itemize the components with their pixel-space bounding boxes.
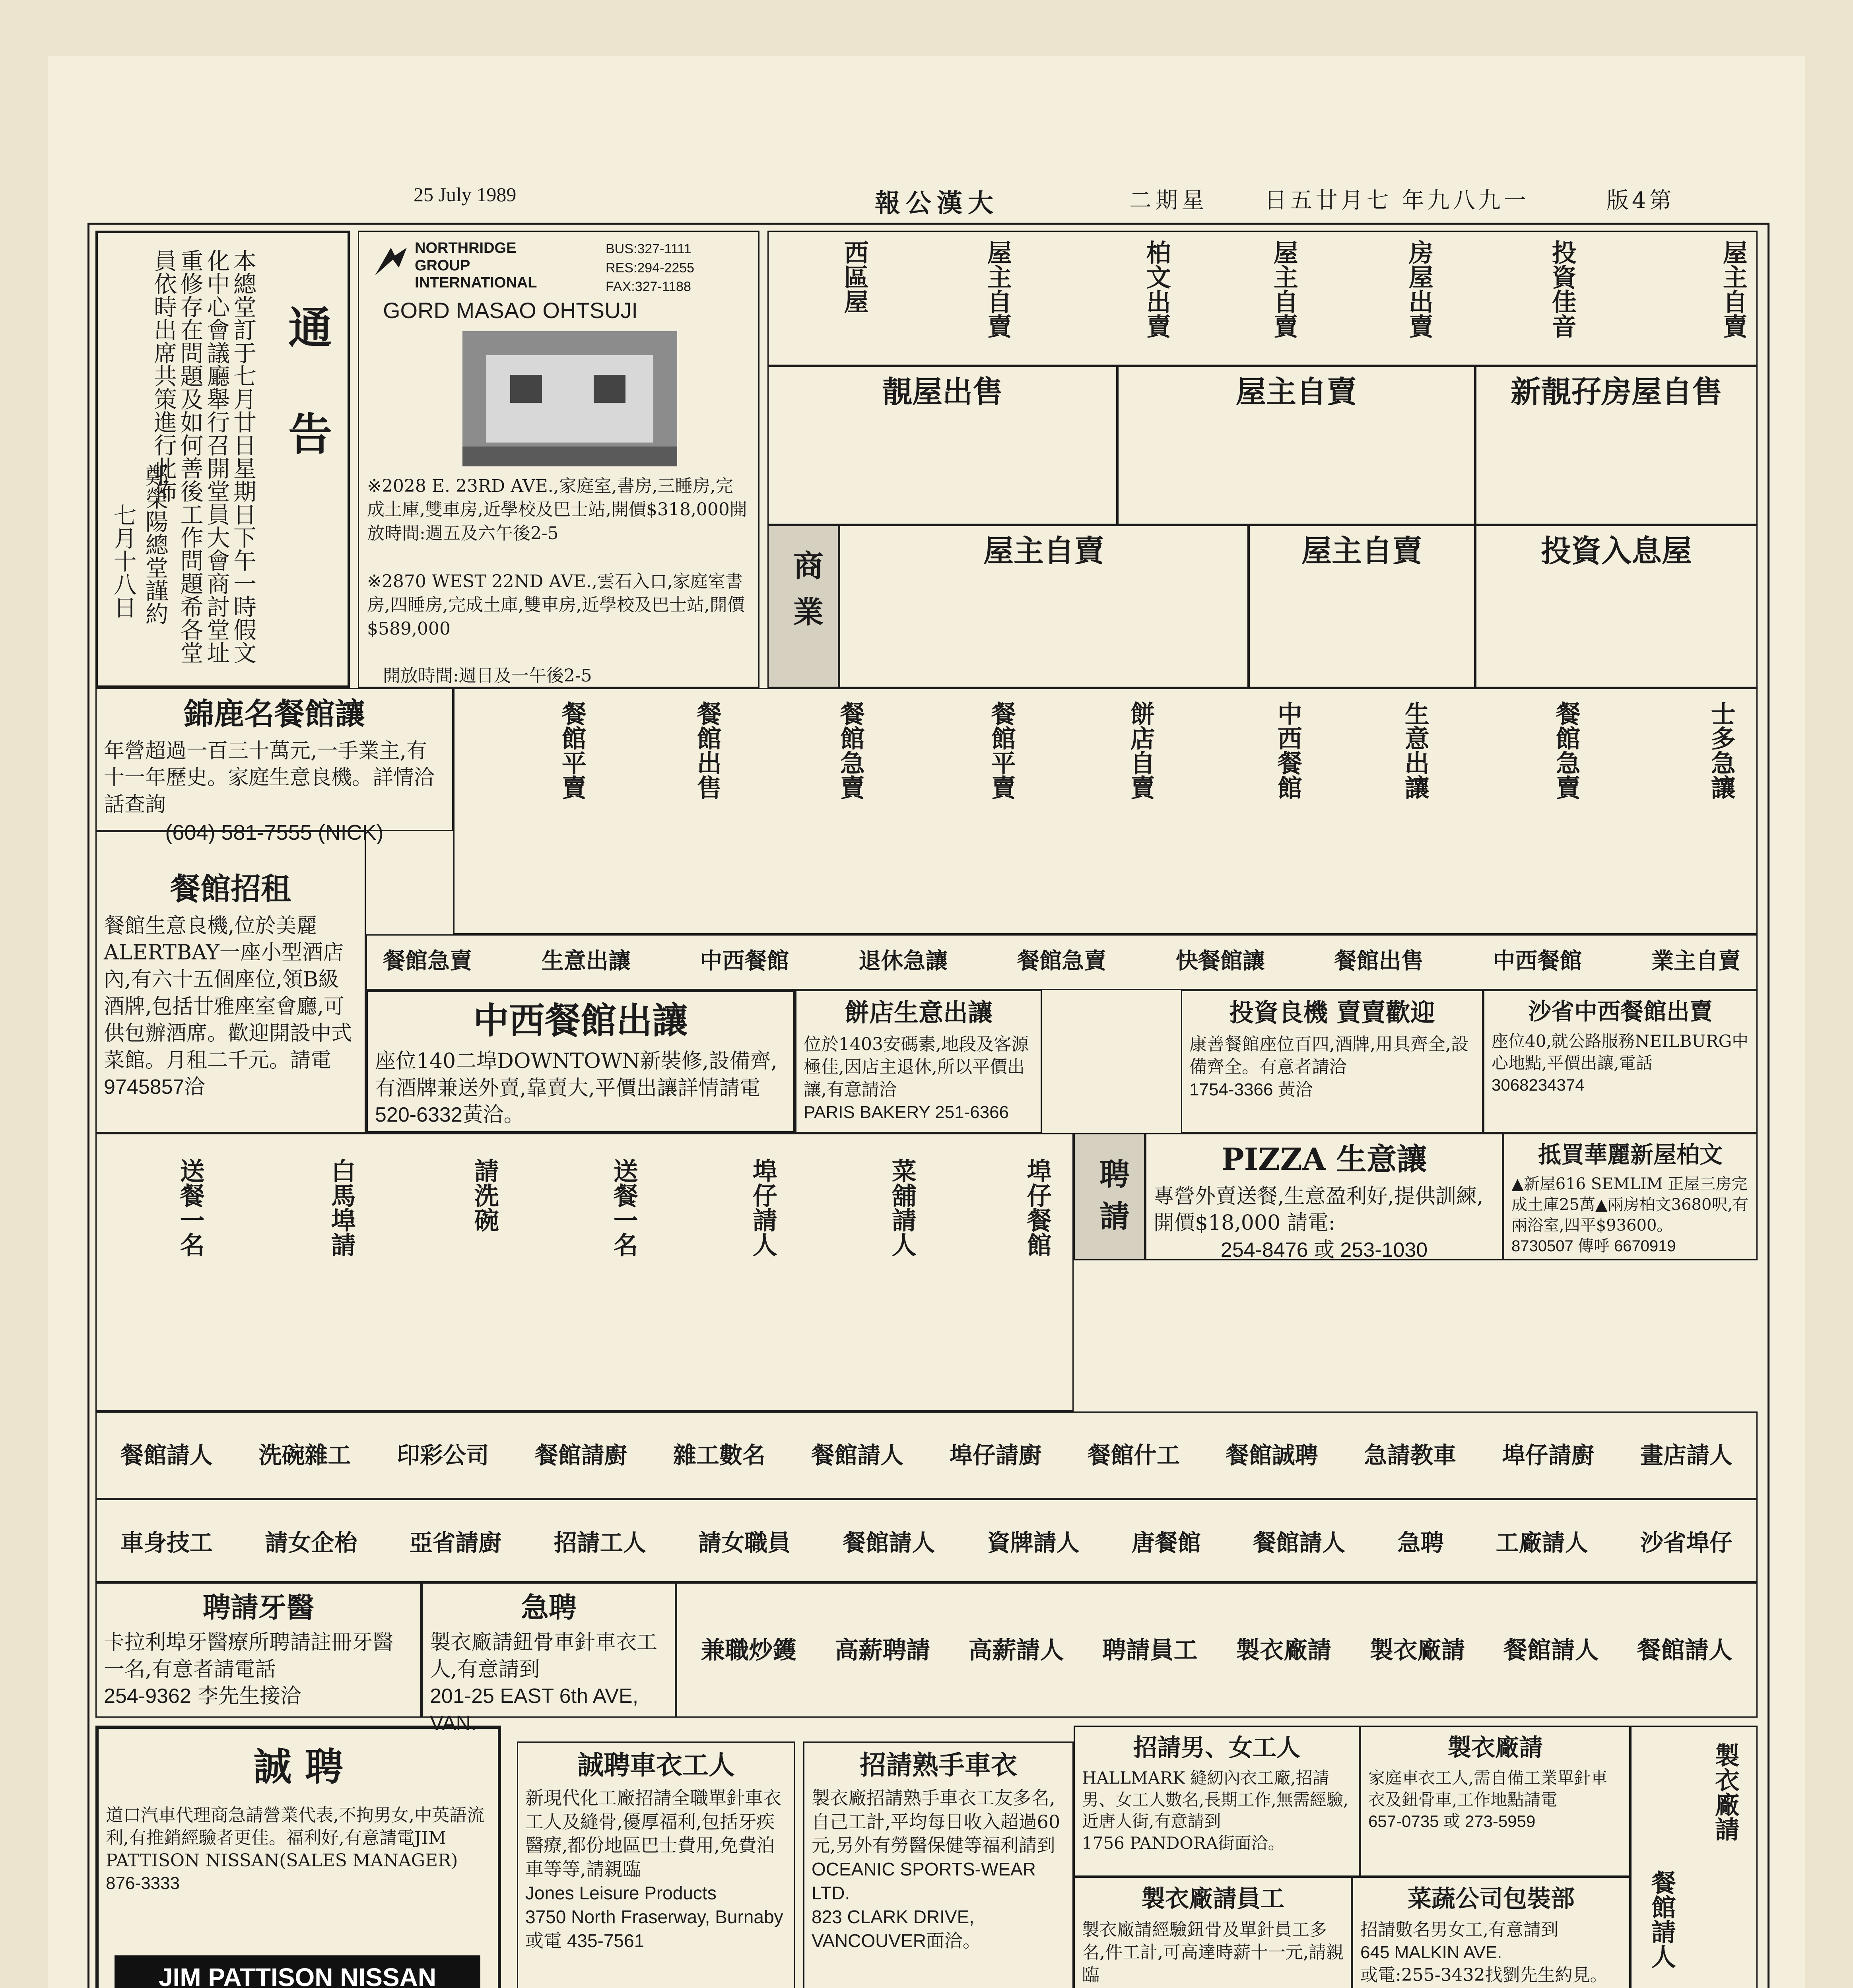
business-section-label xyxy=(767,525,839,688)
column-title: 唐餐館 xyxy=(1131,1529,1201,1556)
column-title: 屋主自賣 xyxy=(1269,240,1299,338)
column-title: 埠仔請廚 xyxy=(1502,1442,1595,1469)
house-for-sale-ad xyxy=(1503,1133,1758,1260)
realty-ad xyxy=(358,231,759,688)
owner-sale-ad-3 xyxy=(1249,525,1475,688)
ad-phone: (604) 581-7555 (NICK) xyxy=(165,820,384,845)
hiring-columns-3 xyxy=(95,1499,1758,1582)
column-title: 餐館請廚 xyxy=(535,1442,627,1469)
ad-address: 823 CLARK DRIVE, VANCOUVER面洽。 xyxy=(812,1906,981,1951)
column-title: 畫店請人 xyxy=(1640,1442,1733,1469)
column-title: 餐館急賣 xyxy=(1017,948,1106,974)
hiring-columns-2 xyxy=(95,1411,1758,1499)
column-title: 中西餐館 xyxy=(1273,701,1303,800)
column-title: 柏文出賣 xyxy=(1142,240,1171,338)
notice-title: 通 告 xyxy=(281,305,332,479)
column-title: 餐館急賣 xyxy=(836,701,865,800)
column-title: 高薪聘請 xyxy=(835,1637,930,1664)
ad-title: 誠 聘 xyxy=(253,1744,343,1789)
column-title: 亞省請廚 xyxy=(409,1529,502,1556)
column-title: 房屋出賣 xyxy=(1404,240,1434,338)
column-title: 餐館急賣 xyxy=(383,948,472,974)
ad-title: 中西餐館出讓 xyxy=(473,1000,688,1042)
realty-phone: RES:294-2255 xyxy=(606,260,695,276)
column-title: 請女企枱 xyxy=(265,1529,357,1556)
new-house-ad xyxy=(1475,366,1758,525)
header-date-en: 25 July 1989 xyxy=(414,183,517,206)
column-title: 送餐一名 xyxy=(609,1158,639,1257)
ad-company: OCEANIC SPORTS-WEAR LTD. xyxy=(812,1859,1036,1903)
column-title: 白馬埠請 xyxy=(327,1158,356,1257)
ad-title: 新靚孖房屋自售 xyxy=(1511,374,1722,410)
column-title: 西區屋 xyxy=(840,240,869,314)
restaurant-sale-ad xyxy=(95,688,453,845)
column-title: 餐館出售 xyxy=(1334,948,1424,974)
column-title: 急聘 xyxy=(1397,1529,1444,1556)
realty-phone: FAX:327-1188 xyxy=(606,279,691,295)
header-weekday: 二期星 xyxy=(1129,188,1208,214)
ad-phone: 或電 435-7561 xyxy=(525,1930,645,1951)
column-title: 餐館什工 xyxy=(1088,1442,1180,1469)
ad-body: 招請數名男女工,有意請到 xyxy=(1360,1920,1558,1940)
nissan-brand-bar: JIM PATTISON NISSAN xyxy=(115,1955,480,1988)
restaurant-rent-ad xyxy=(95,831,366,1133)
ad-title: 屋主自賣 xyxy=(983,533,1104,569)
column-title: 急請教車 xyxy=(1364,1442,1457,1469)
masthead: 報公漢大 xyxy=(875,188,999,218)
column-title: 餐館請人 xyxy=(120,1442,213,1469)
ad-phone: 254-9362 xyxy=(104,1685,191,1708)
ad-phone: 3068234374 xyxy=(1492,1075,1585,1094)
ad-suffix: 洽 xyxy=(184,1075,205,1099)
column-title: 生意出讓 xyxy=(541,948,631,974)
ad-address: 645 MALKIN AVE. xyxy=(1360,1943,1502,1963)
ad-title: 誠聘車衣工人 xyxy=(577,1749,735,1780)
investment-house-ad xyxy=(1475,525,1758,688)
column-title: 送餐一名 xyxy=(176,1158,205,1257)
realty-phone: BUS:327-1111 xyxy=(606,241,691,256)
column-title: 資牌請人 xyxy=(987,1529,1080,1556)
investment-ad xyxy=(1181,990,1483,1133)
column-title: 餐館請人 xyxy=(1647,1870,1676,1969)
ad-body: 卡拉利埠牙醫療所聘請註冊牙醫一名,有意者請電話 xyxy=(104,1631,394,1681)
shayong-restaurant-ad xyxy=(1483,990,1758,1133)
packing-ad xyxy=(1352,1877,1630,1988)
column-title: 製衣廠請 xyxy=(1711,1743,1740,1841)
column-title: 餅店自賣 xyxy=(1126,701,1156,800)
owner-sale-ad-2 xyxy=(839,525,1249,688)
ad-title: 抵買華麗新屋柏文 xyxy=(1538,1141,1723,1168)
column-title: 投資佳音 xyxy=(1548,240,1577,338)
owner-sale-ad xyxy=(1117,366,1475,525)
ad-title: 急聘 xyxy=(521,1591,577,1624)
ad-phone: 8730507 傳呼 6670919 xyxy=(1511,1237,1676,1255)
house-sale-ad xyxy=(767,366,1117,525)
ad-body: 新現代化工廠招請全職單針車衣工人及縫骨,優厚福利,包括牙疾醫療,都份地區巴士費用,免費泊車等等,請親臨 xyxy=(525,1787,781,1880)
restaurant-columns xyxy=(453,688,1758,934)
realty-agent: GORD MASAO OHTSUJI xyxy=(383,298,638,323)
column-title: 中西餐館 xyxy=(700,948,789,974)
column-title: 沙省埠仔 xyxy=(1640,1529,1733,1556)
column-title: 雜工數名 xyxy=(673,1442,765,1469)
ad-phone: 876-3333 xyxy=(106,1873,180,1893)
column-title: 餐館誠聘 xyxy=(1226,1442,1318,1469)
realty-listing-2: ※2870 WEST 22ND AVE.,雲石入口,家庭室書房,四睡房,完成土庫,雙車房,近學校及巴士站,開價$589,000 xyxy=(367,571,745,639)
column-title: 餐館出售 xyxy=(693,701,722,800)
section-label: 商業 xyxy=(788,550,824,642)
ad-phone: 或電:255-3432找劉先生約見。 xyxy=(1360,1965,1608,1986)
column-title: 餐館平賣 xyxy=(557,701,587,800)
ad-suffix: 黃洽。 xyxy=(462,1103,524,1127)
column-title: 請女職員 xyxy=(698,1529,791,1556)
section-label: 聘請 xyxy=(1094,1158,1130,1242)
notice-date: 七月十八日 xyxy=(109,503,137,619)
ad-body: 製衣廠招請熟手車衣工友多名,自己工計,平均每日收入超過60元,另外有勞醫保健等福利請到 xyxy=(812,1787,1061,1856)
hiring-section-label xyxy=(1074,1133,1145,1260)
ad-body: 座位140二埠DOWNTOWN新裝修,設備齊,有酒牌兼送外賣,靠賣大,平價出讓詳情請電 xyxy=(375,1049,777,1100)
column-title: 快餐館讓 xyxy=(1175,948,1265,974)
hiring-columns-4 xyxy=(676,1582,1758,1718)
column-title: 餐館請人 xyxy=(1637,1637,1733,1664)
column-title: 印彩公司 xyxy=(396,1442,489,1469)
ad-suffix: 李先生接洽 xyxy=(198,1684,301,1708)
column-title: 招請工人 xyxy=(554,1529,646,1556)
ad-title: 招請男、女工人 xyxy=(1133,1734,1300,1762)
realty-phones xyxy=(606,240,694,297)
garment-ad-2 xyxy=(1074,1877,1352,1988)
column-title: 士多急讓 xyxy=(1707,701,1736,800)
ad-body: 專營外賣送餐,生意盈利好,提供訓練,開價$18,000 請電: xyxy=(1154,1184,1484,1235)
ad-body: 家庭車衣工人,需自備工業單針車衣及鈕骨車,工作地點請電 xyxy=(1368,1768,1608,1809)
column-title: 餐館請人 xyxy=(1253,1529,1346,1556)
ad-title: 招請熟手車衣 xyxy=(860,1749,1017,1780)
header-page: 版4第 xyxy=(1606,188,1675,214)
bakery-ad xyxy=(795,990,1042,1133)
column-title: 餐館急賣 xyxy=(1552,701,1581,800)
cw-restaurant-ad xyxy=(366,990,795,1133)
ad-phone: 657-0735 或 273-5959 xyxy=(1368,1812,1536,1831)
column-title: 中西餐館 xyxy=(1493,948,1582,974)
pizza-ad xyxy=(1145,1133,1503,1260)
column-title: 洗碗雜工 xyxy=(258,1442,351,1469)
column-title: 業主自賣 xyxy=(1651,948,1740,974)
column-title: 請洗碗 xyxy=(470,1158,499,1232)
column-title: 製衣廠請 xyxy=(1369,1637,1465,1664)
nissan-ad xyxy=(95,1726,501,1988)
column-title: 餐館請人 xyxy=(811,1442,904,1469)
column-title: 餐館平賣 xyxy=(987,701,1016,800)
column-title: 埠仔請廚 xyxy=(949,1442,1042,1469)
ad-address: 201-25 EAST 6th AVE, VAN. xyxy=(430,1685,639,1735)
realty-listing-2-open: 開放時間:週日及一午後2-5 xyxy=(383,666,592,686)
ad-title: PIZZA 生意讓 xyxy=(1221,1142,1427,1177)
column-title: 車身技工 xyxy=(120,1529,213,1556)
garment-ad xyxy=(1360,1726,1630,1877)
ad-phone: 254-8476 或 253-1030 xyxy=(1220,1238,1428,1262)
ad-body: ▲新屋616 SEMLIM 正屋三房完成土庫25萬▲兩房柏文3680呎,有兩浴室,四平$93600。 xyxy=(1511,1175,1749,1235)
column-title: 埠仔餐館 xyxy=(1023,1158,1052,1257)
ad-body: 製衣廠請鈕骨車針車衣工人,有意請到 xyxy=(430,1631,658,1681)
column-title: 屋主自賣 xyxy=(983,240,1012,338)
column-title: 製衣廠請 xyxy=(1236,1637,1332,1664)
urgent-hire-ad xyxy=(421,1582,676,1735)
ad-title: 屋主自賣 xyxy=(1236,374,1357,410)
column-title: 高薪請人 xyxy=(968,1637,1064,1664)
ad-company: Jones Leisure Products xyxy=(525,1882,717,1903)
northridge-logo-icon xyxy=(371,244,411,280)
ad-body: 年營超過一百三十萬元,一手業主,有十一年歷史。家庭生意良機。詳情洽話查詢 xyxy=(104,739,435,817)
column-title: 退休急讓 xyxy=(859,948,948,974)
column-title: 餐館請人 xyxy=(1503,1637,1599,1664)
sewing-ad-2 xyxy=(803,1741,1074,1988)
restaurant-columns-2 xyxy=(366,934,1758,990)
column-title: 埠仔請人 xyxy=(748,1158,778,1257)
house-photo xyxy=(462,331,677,466)
hiring-columns-5 xyxy=(1630,1726,1758,1988)
ad-body: 道口汽車代理商急請營業代表,不拘男女,中英語流利,有推銷經驗者更佳。福利好,有意請電JIM PATTISON NISSAN(SALES MANAGER) xyxy=(106,1805,484,1871)
column-title: 菜舖請人 xyxy=(888,1158,917,1257)
ad-title: 錦鹿名餐館讓 xyxy=(184,696,365,732)
notice-box xyxy=(95,231,350,688)
column-title: 工廠請人 xyxy=(1496,1529,1588,1556)
ad-title: 投資入息屋 xyxy=(1541,533,1692,569)
ad-title: 餐館招租 xyxy=(170,871,291,907)
column-title: 屋主自賣 xyxy=(1719,240,1748,338)
ad-title: 菜蔬公司包裝部 xyxy=(1408,1885,1575,1913)
ad-body: 製衣廠請經驗鈕骨及單針員工多名,件工計,可高達時薪十一元,請親臨 xyxy=(1082,1920,1344,1986)
ad-body: HALLMARK 縫紉內衣工廠,招請男、女工人數名,長期工作,無需經驗,近唐人街,有意請到 xyxy=(1082,1768,1349,1831)
hallmark-ad xyxy=(1074,1726,1360,1877)
column-title: 聘請員工 xyxy=(1102,1637,1198,1664)
ad-body: 餐館生意良機,位於美麗ALERTBAY一座小型酒店內,有六十五個座位,領B級酒牌,包括廿雅座室會廳,可供包辦酒席。歡迎開設中式菜館。月租二千元。請電 xyxy=(104,914,352,1072)
ad-title: 製衣廠請員工 xyxy=(1141,1885,1284,1913)
ad-address: 1756 PANDORA街面洽。 xyxy=(1082,1833,1285,1853)
realty-listing-1: ※2028 E. 23RD AVE.,家庭室,書房,三睡房,完成土庫,雙車房,近學校及巴士站,開價$318,000開放時間:週五及六午後2-5 xyxy=(367,476,747,544)
ad-phone: 1754-3366 黃洽 xyxy=(1189,1079,1313,1099)
page-header xyxy=(87,175,1766,219)
header-date-cn: 日五廿月七 年九八九一 xyxy=(1264,188,1529,214)
hiring-columns-1 xyxy=(95,1133,1074,1411)
dentist-ad xyxy=(95,1582,421,1718)
ad-title: 製衣廠請 xyxy=(1447,1734,1543,1762)
ad-body: 座位40,就公路服務NEILBURG中心地點,平價出讓,電話 xyxy=(1492,1031,1749,1073)
ad-phone: 520-6332 xyxy=(375,1103,462,1127)
ad-title: 屋主自賣 xyxy=(1301,533,1422,569)
ad-title: 聘請牙醫 xyxy=(203,1591,314,1624)
ad-body: 位於1403安碼素,地段及客源極佳,因店主退休,所以平價出讓,有意請洽 xyxy=(804,1034,1029,1100)
column-title: 兼職炒鑊 xyxy=(701,1637,796,1664)
ad-title: 投資良機 賣賣歡迎 xyxy=(1229,998,1435,1027)
notice-signature: 鄭榮陽總堂謹約 xyxy=(141,464,169,625)
ad-phone: 9745857 xyxy=(104,1076,185,1099)
ad-address: 3750 North Fraserway, Burnaby xyxy=(525,1906,783,1927)
ad-title: 餅店生意出讓 xyxy=(844,998,993,1027)
ad-title: 靚屋出售 xyxy=(882,374,1003,410)
ad-contact: PARIS BAKERY 251-6366 xyxy=(804,1103,1009,1122)
ad-body: 康善餐館座位百四,酒牌,用具齊全,設備齊全。有意者請洽 xyxy=(1189,1034,1468,1077)
notice-body: 本總堂訂于七月廿日星期日下午一時假文化中心會議廳舉行召開堂員大會商討堂址重修存在問題及如何善後工作問題希各堂員依時出席共策進行此佈 xyxy=(150,249,256,664)
ad-address xyxy=(1082,1987,1344,1988)
sewing-ad-1 xyxy=(517,1741,795,1988)
ad-title: 沙省中西餐館出賣 xyxy=(1528,998,1713,1025)
column-title: 生意出讓 xyxy=(1400,701,1430,800)
real-estate-columns xyxy=(767,231,1758,366)
realty-company: NORTHRIDGE GROUP INTERNATIONAL xyxy=(415,240,537,291)
column-title: 餐館請人 xyxy=(843,1529,935,1556)
